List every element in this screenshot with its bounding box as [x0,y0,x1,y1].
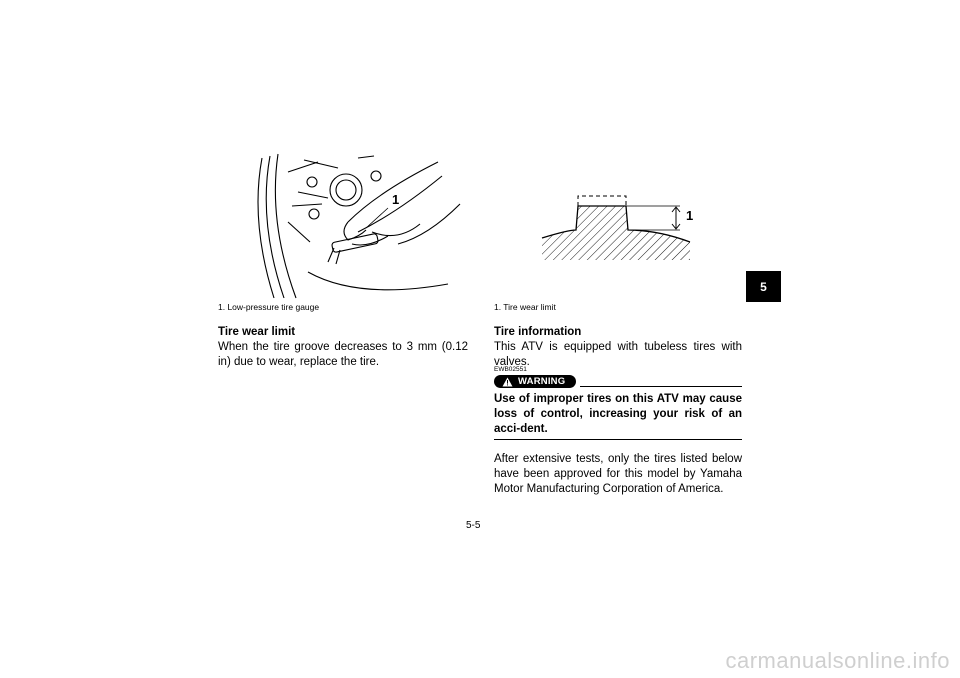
body-paragraph: When the tire groove decreases to 3 mm (0.12 in) due to wear, replace the tire. [218,341,468,368]
body-paragraph: This ATV is equipped with tubeless tires with valves. [494,341,742,368]
warning-rule-bottom [494,439,742,440]
warning-code: EWB02551 [494,366,527,373]
figure-callout-number: 1 [392,192,400,207]
page-number: 5-5 [466,520,481,531]
warning-label: WARNING [518,376,566,387]
tire-wear-limit-diagram [538,190,710,260]
body-paragraph: After extensive tests, only the tires listed below have been approved for this model by Yamaha Motor Manufacturing Corporation of America. [494,453,742,495]
warning-rule [580,386,742,387]
section-heading: Tire information [494,326,582,338]
warning-text: Use of improper tires on this ATV may cause loss of control, increasing your risk of an acci-dent. [494,393,742,435]
section-heading: Tire wear limit [218,326,296,338]
figure-caption: 1. Low-pressure tire gauge [218,302,320,312]
watermark: carmanualsonline.info [725,648,950,673]
figure-caption: 1. Tire wear limit [494,302,556,312]
warning-badge [494,375,576,388]
tire-gauge-illustration [248,152,466,300]
figure-callout-number: 1 [686,208,694,223]
warning-triangle-icon [502,377,513,387]
section-tab: 5 [746,271,781,302]
